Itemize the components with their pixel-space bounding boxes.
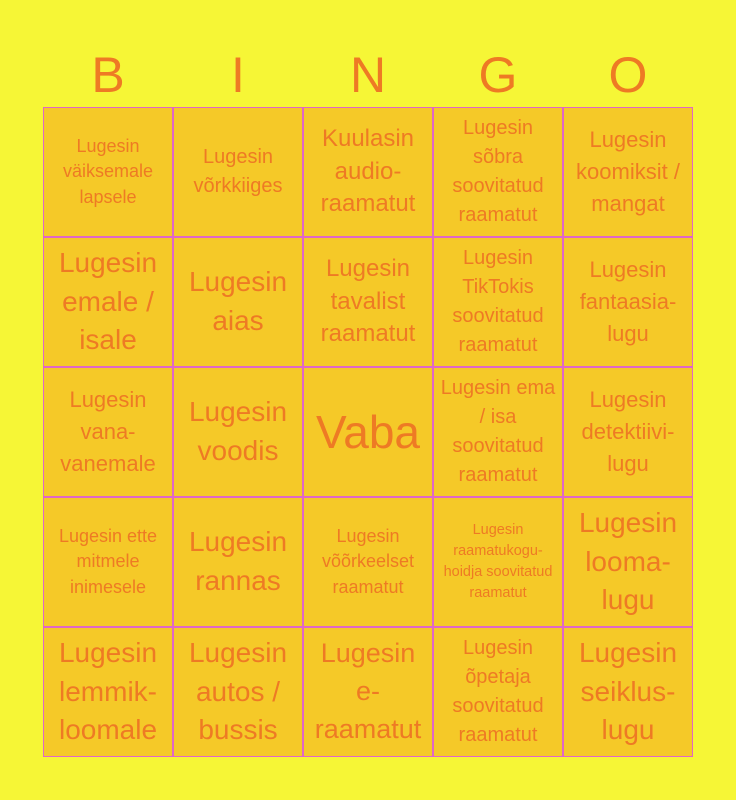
header-letter-i: I (231, 47, 245, 103)
header-letter-g: G (478, 47, 518, 103)
cell-label: Lugesin aias (188, 266, 288, 336)
bingo-cell-free[interactable] (303, 367, 433, 497)
cell-label: Lugesin väiksemale lapsele (62, 136, 154, 207)
bingo-cell[interactable] (563, 497, 693, 627)
bingo-cell[interactable] (43, 497, 173, 627)
header-letter-b: B (91, 47, 125, 103)
bingo-cell[interactable] (43, 367, 173, 497)
bingo-cell[interactable] (433, 367, 563, 497)
cell-label: Lugesin sõbra soovitatud raamatut (452, 117, 544, 226)
cell-label: Lugesin detektiivi-lugu (581, 387, 675, 476)
cell-label: Lugesin õpetaja soovitatud raamatut (452, 637, 544, 746)
cell-label: Lugesin looma-lugu (578, 507, 678, 616)
cell-label: Lugesin voodis (188, 396, 288, 466)
cell-label: Lugesin raamatukogu-hoidja soovitatud raamatut (443, 521, 553, 602)
bingo-cell[interactable] (433, 237, 563, 367)
bingo-cell[interactable] (303, 627, 433, 757)
cell-label: Lugesin ette mitmele inimesele (58, 526, 158, 597)
bingo-cell[interactable] (173, 107, 303, 237)
bingo-cell[interactable] (563, 367, 693, 497)
cell-label: Kuulasin audio-raamatut (320, 125, 416, 218)
header-letter-o: O (608, 47, 648, 103)
cell-label: Lugesin võõrkeelset raamatut (321, 526, 415, 597)
bingo-board (43, 107, 693, 757)
bingo-cell[interactable] (303, 237, 433, 367)
header-letter-n: N (349, 47, 387, 103)
cell-label: Lugesin võrkkiiges (193, 146, 283, 197)
bingo-cell[interactable] (173, 237, 303, 367)
bingo-cell[interactable] (303, 497, 433, 627)
bingo-cell[interactable] (563, 107, 693, 237)
bingo-cell[interactable] (433, 497, 563, 627)
cell-label: Lugesin TikTokis soovitatud raamatut (452, 247, 544, 356)
cell-label: Lugesin fantaasia-lugu (579, 257, 677, 346)
cell-label: Lugesin e-raamatut (314, 638, 422, 744)
bingo-cell[interactable] (43, 107, 173, 237)
bingo-header (43, 42, 693, 108)
bingo-cell[interactable] (433, 107, 563, 237)
cell-label: Lugesin emale / isale (58, 247, 158, 356)
bingo-cell[interactable] (563, 627, 693, 757)
bingo-cell[interactable] (433, 627, 563, 757)
bingo-cell[interactable] (563, 237, 693, 367)
bingo-cell[interactable] (173, 497, 303, 627)
bingo-cell[interactable] (173, 367, 303, 497)
cell-label: Lugesin autos / bussis (188, 637, 288, 746)
free-space-label: Vaba (315, 406, 421, 458)
bingo-cell[interactable] (43, 627, 173, 757)
bingo-cell[interactable] (173, 627, 303, 757)
cell-label: Lugesin rannas (188, 526, 288, 596)
bingo-cell[interactable] (43, 237, 173, 367)
cell-label: Lugesin tavalist raamatut (320, 255, 416, 348)
cell-label: Lugesin vana-vanemale (60, 387, 156, 476)
cell-label: Lugesin ema / isa soovitatud raamatut (440, 377, 556, 486)
bingo-cell[interactable] (303, 107, 433, 237)
cell-label: Lugesin seiklus-lugu (578, 637, 678, 746)
cell-label: Lugesin lemmik-loomale (58, 637, 158, 746)
cell-label: Lugesin koomiksit / mangat (576, 127, 680, 216)
